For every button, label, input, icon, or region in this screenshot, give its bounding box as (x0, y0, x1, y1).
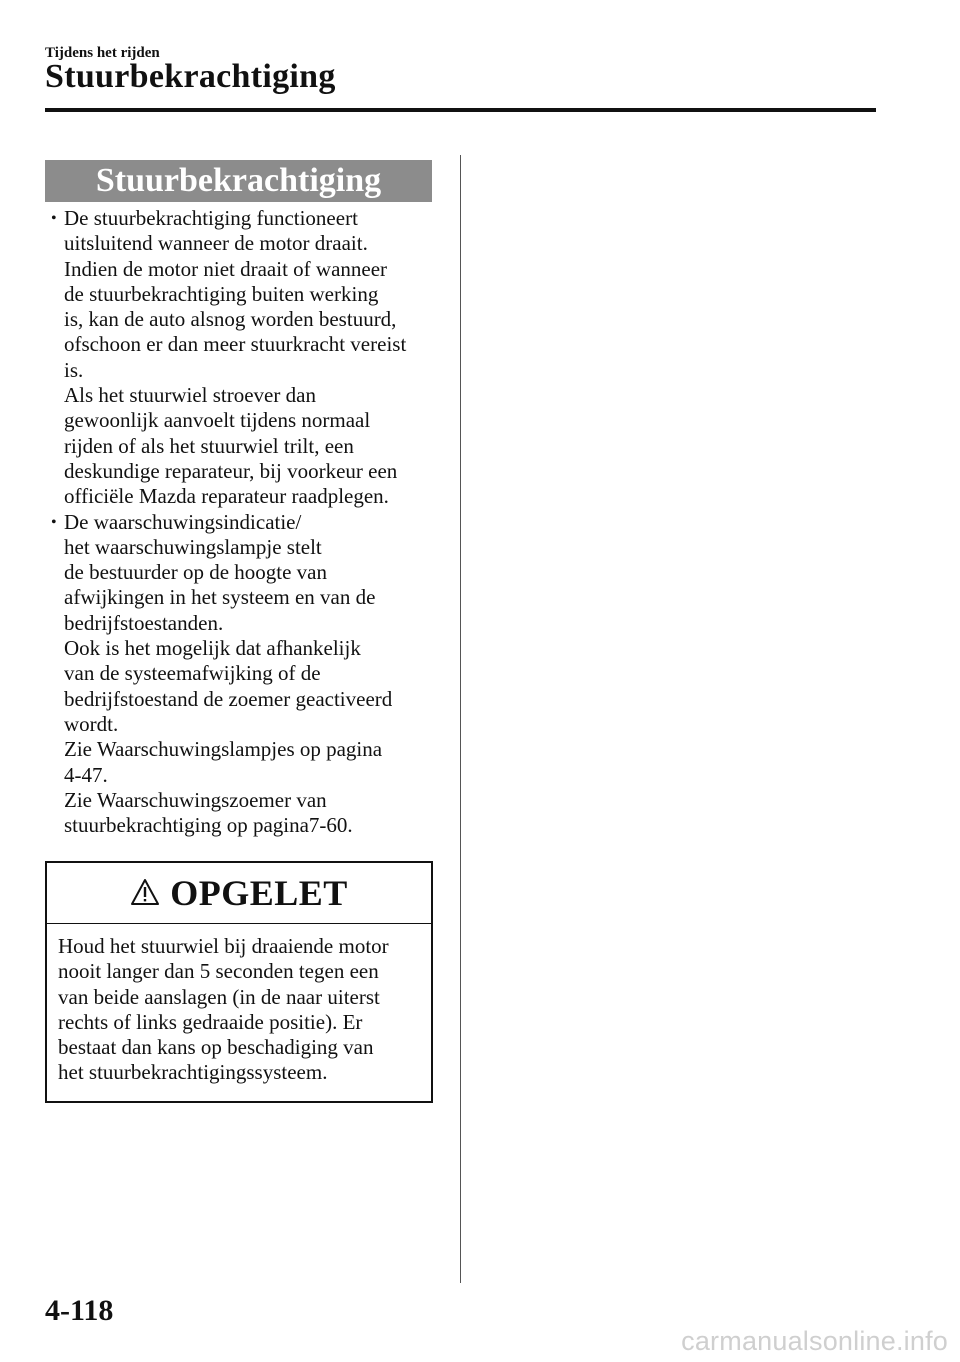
caution-title: OPGELET (170, 873, 348, 913)
bullet-marker: • (51, 513, 57, 531)
page-title: Stuurbekrachtiging (45, 58, 336, 95)
section-heading: Stuurbekrachtiging (45, 160, 432, 202)
caution-text: Houd het stuurwiel bij draaiende motor nooit langer dan 5 seconden tegen een van beide aanslagen (in de naar uiterst rechts of links gedraaide positie). Er bestaat dan kans op beschadiging van het stuurbekrachtigingssysteem. (58, 934, 389, 1085)
caution-box (45, 861, 433, 1103)
paragraph: Als het stuurwiel stroever dan gewoonlijk aanvoelt tijdens normaal rijden of als het stuurwiel trilt, een deskundige reparateur, bij voorkeur een officiële Mazda reparateur raadplegen. (64, 383, 398, 509)
bullet-list (50, 206, 440, 838)
watermark: carmanualsonline.info (681, 1326, 948, 1356)
paragraph: Zie Waarschuwingslampjes op pagina 4-47. (64, 737, 383, 787)
header-rule (45, 108, 876, 112)
warning-triangle-icon (130, 878, 160, 906)
bullet-item (50, 510, 440, 839)
page-number: 4-118 (45, 1294, 114, 1327)
column-divider (460, 155, 461, 1283)
breadcrumb: Tijdens het rijden (45, 45, 160, 61)
caution-header (47, 863, 431, 924)
paragraph: Ook is het mogelijk dat afhankelijk van de systeemafwijking of de bedrijfstoestand de zoemer geactiveerd wordt. (64, 636, 393, 736)
paragraph: Zie Waarschuwingszoemer van stuurbekrachtiging op pagina7-60. (64, 787, 353, 838)
bullet-marker: • (51, 210, 57, 227)
paragraph: De waarschuwingsindicatie/ het waarschuwingslampje stelt de bestuurder op de hoogte van afwijkingen in het systeem en van de bedrijfstoestanden. (64, 509, 376, 635)
bullet-item (50, 206, 440, 510)
paragraph: De stuurbekrachtiging functioneert uitsluitend wanneer de motor draait. Indien de motor niet draait of wanneer de stuurbekrachtiging buiten werking is, kan de auto alsnog worden bestuurd, ofschoon er dan meer stuurkracht vereist is. (64, 206, 407, 382)
